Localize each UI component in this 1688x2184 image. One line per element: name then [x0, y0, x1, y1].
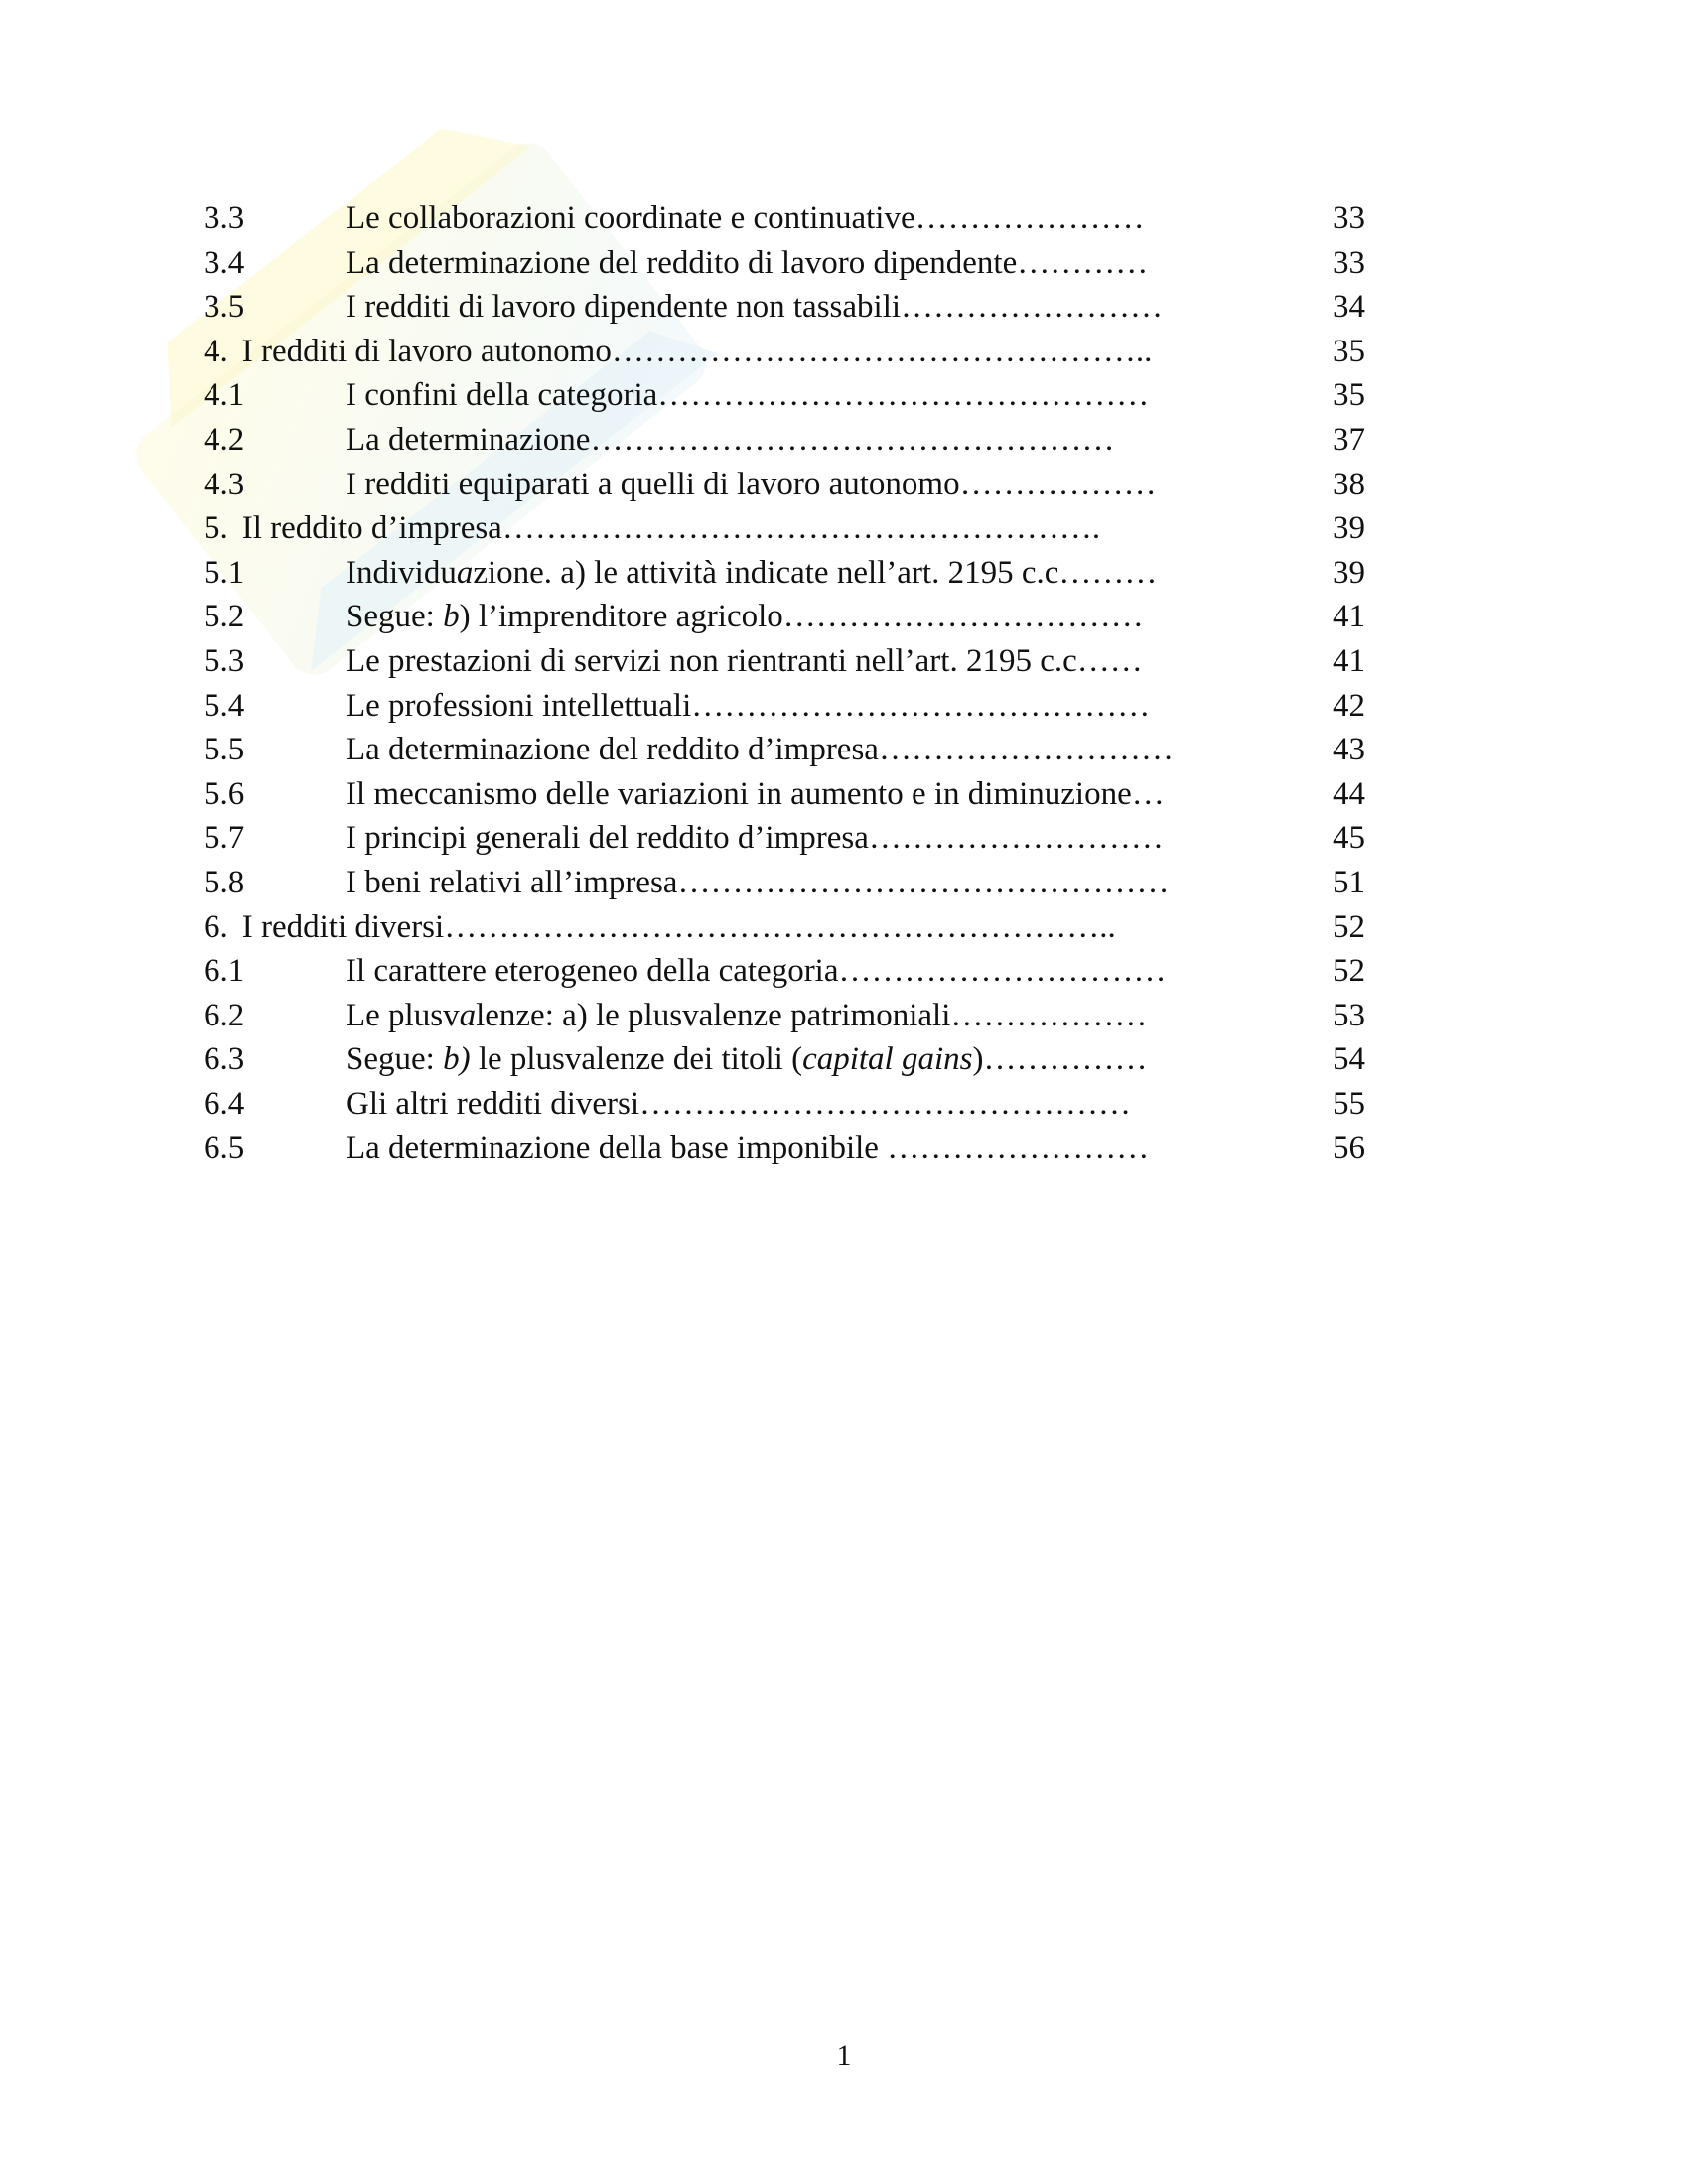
- toc-entry-number: 3.5: [204, 289, 245, 326]
- toc-entry-leader: ……………………………………………….: [501, 510, 1101, 547]
- toc-entry-page: 42: [1329, 684, 1365, 729]
- toc-entry-page: 35: [1329, 373, 1365, 418]
- toc-entry-text: Le prestazioni di servizi non rientranti nell’art. 2195 c.c: [346, 642, 1077, 679]
- toc-entry-text: I beni relativi all’impresa: [346, 864, 678, 900]
- toc-entry-text: Individuazione. a) le attività indicate nell’art. 2195 c.c: [346, 554, 1059, 591]
- toc-entry-leader: ……………………: [878, 1130, 1150, 1166]
- toc-entry-leader: ……………………………………………………..: [444, 908, 1116, 945]
- toc-entry-number: 6.5: [204, 1130, 245, 1166]
- toc-entry-text: Gli altri redditi diversi: [346, 1085, 640, 1122]
- toc-entry-page: 41: [1329, 595, 1365, 639]
- toc-entry-text: I redditi di lavoro autonomo: [241, 333, 612, 369]
- toc-entry-page: 43: [1329, 728, 1365, 772]
- toc-entry-leader: …………………………………………: [590, 421, 1115, 458]
- toc-entry-text: Segue: b) l’imprenditore agricolo: [346, 599, 783, 635]
- toc-entry-page: 33: [1329, 241, 1365, 286]
- toc-entry-number: 4.: [204, 333, 228, 369]
- toc-entry: [204, 684, 1365, 729]
- toc-entry-leader: ………………: [950, 997, 1148, 1033]
- toc-entry-page: 39: [1329, 551, 1365, 596]
- toc-entry-title: [346, 1082, 1348, 1127]
- toc-entry-leader: ………………………: [878, 732, 1174, 768]
- toc-entry-text: Il meccanismo delle variazioni in aumento e in diminuzione: [346, 775, 1132, 812]
- toc-entry-number: 6.4: [204, 1085, 245, 1122]
- toc-entry: [204, 1082, 1365, 1127]
- toc-entry-page: 54: [1329, 1037, 1365, 1082]
- toc-entry-number: 3.3: [204, 201, 245, 236]
- toc-entry-page: 52: [1329, 905, 1365, 950]
- toc-entry-text: La determinazione del reddito di lavoro dipendente: [346, 244, 1018, 281]
- toc-entry-leader: …………………: [914, 201, 1145, 236]
- toc-entry: [204, 728, 1365, 772]
- toc-entry-title: [346, 285, 1348, 330]
- toc-entry-page: 35: [1329, 330, 1365, 374]
- toc-entry-text: Segue: b) le plusvalenze dei titoli (capital gains): [346, 1041, 984, 1078]
- toc-entry: [204, 595, 1365, 639]
- toc-entry-number: 5.4: [204, 687, 245, 724]
- toc-entry-page: 52: [1329, 949, 1365, 994]
- toc-entry-number: 5.3: [204, 642, 245, 679]
- toc-entry-number: 5.6: [204, 775, 245, 812]
- toc-entry-page: 51: [1329, 861, 1365, 905]
- toc-entry-number: 5.7: [204, 820, 245, 857]
- toc-entry-title: [346, 1037, 1348, 1082]
- toc-entry-number: 3.4: [204, 244, 245, 281]
- toc-entry-title: [346, 595, 1348, 639]
- toc-entry-leader: ………………………………………: [657, 377, 1150, 414]
- toc-entry-title: [346, 463, 1348, 507]
- toc-entry: [204, 241, 1365, 286]
- toc-entry-number: 5.1: [204, 554, 245, 591]
- toc-entry-page: 38: [1329, 463, 1365, 507]
- toc-entry: [204, 905, 1365, 950]
- toc-entry-text: I principi generali del reddito d’impresa: [346, 820, 869, 857]
- toc-entry-number: 5.8: [204, 864, 245, 900]
- toc-entry-leader: ………………………………………: [677, 864, 1170, 900]
- toc-entry-number: 4.2: [204, 421, 245, 458]
- toc-entry-title: [346, 373, 1348, 418]
- toc-entry-title: [346, 728, 1348, 772]
- toc-entry-title: [346, 639, 1348, 684]
- toc-entry-text: Il carattere eterogeneo della categoria: [346, 953, 839, 990]
- toc-entry-text: Le plusvalenze: a) le plusvalenze patrimoniali: [346, 997, 951, 1033]
- toc-entry-number: 5.2: [204, 599, 245, 635]
- toc-entry-number: 6.2: [204, 997, 245, 1033]
- toc-entry-title: [346, 1126, 1348, 1170]
- toc-entry: [204, 816, 1365, 861]
- toc-entry-text: Il reddito d’impresa: [241, 510, 502, 547]
- toc-entry-number: 6.3: [204, 1041, 245, 1078]
- toc-entry-title: [346, 949, 1348, 994]
- toc-entry-leader: ………: [1058, 554, 1158, 591]
- toc-entry-title: [346, 418, 1348, 463]
- toc-entry-leader: ……: [1076, 642, 1143, 679]
- toc-entry-text: I redditi diversi: [241, 908, 445, 945]
- toc-entry: [204, 639, 1365, 684]
- toc-entry-title: [204, 905, 1206, 950]
- toc-entry-leader: ……………………: [901, 289, 1164, 326]
- toc-entry-number: 5.: [204, 510, 228, 547]
- toc-entry-leader: ……………………………………: [691, 687, 1151, 724]
- toc-entry-text: Le professioni intellettuali: [346, 687, 692, 724]
- toc-entry: [204, 551, 1365, 596]
- toc-entry-page: 53: [1329, 994, 1365, 1038]
- toc-entry-text: I confini della categoria: [346, 377, 658, 414]
- toc-entry: [204, 1037, 1365, 1082]
- toc-entry-leader: …: [1131, 775, 1165, 812]
- toc-entry: [204, 418, 1365, 463]
- toc-entry-leader: ……………………………: [782, 599, 1144, 635]
- toc-entry-number: 6.: [204, 908, 228, 945]
- toc-entry: [204, 285, 1365, 330]
- toc-entry-number: 4.1: [204, 377, 245, 414]
- toc-entry-page: 44: [1329, 772, 1365, 817]
- toc-entry-page: 45: [1329, 816, 1365, 861]
- toc-entry-leader: ………………………: [868, 820, 1164, 857]
- toc-entry-leader: ……………: [983, 1041, 1148, 1078]
- toc-entry-leader: …………: [1017, 244, 1149, 281]
- toc-entry-title: [346, 551, 1348, 596]
- toc-entry-page: 39: [1329, 506, 1365, 551]
- toc-entry-title: [346, 684, 1348, 729]
- toc-entry-number: 6.1: [204, 953, 245, 990]
- toc-entry: [204, 506, 1365, 551]
- toc-entry: [204, 772, 1365, 817]
- toc-entry-title: [204, 330, 1206, 374]
- toc-entry-page: 37: [1329, 418, 1365, 463]
- toc-entry-leader: …………………………………………..: [611, 333, 1153, 369]
- table-of-contents: [204, 197, 1365, 1170]
- toc-entry-title: [346, 816, 1348, 861]
- toc-entry-text: I redditi equiparati a quelli di lavoro autonomo: [346, 466, 960, 502]
- toc-entry-page: 34: [1329, 285, 1365, 330]
- toc-entry-leader: ………………………………………: [639, 1085, 1132, 1122]
- toc-entry-title: [346, 994, 1348, 1038]
- toc-entry: [204, 861, 1365, 905]
- toc-entry: [204, 330, 1365, 374]
- toc-entry: [204, 1126, 1365, 1170]
- toc-entry-number: 5.5: [204, 732, 245, 768]
- toc-entry-page: 56: [1329, 1126, 1365, 1170]
- toc-entry-page: 55: [1329, 1082, 1365, 1127]
- toc-entry-page: 33: [1329, 197, 1365, 241]
- toc-entry-title: [346, 861, 1348, 905]
- toc-entry-text: Le collaborazioni coordinate e continuative: [346, 201, 915, 236]
- toc-entry-text: I redditi di lavoro dipendente non tassabili: [346, 289, 902, 326]
- toc-entry-leader: …………………………: [838, 953, 1167, 990]
- toc-entry-title: [204, 506, 1206, 551]
- toc-entry: [204, 949, 1365, 994]
- page-number: 1: [836, 2039, 852, 2072]
- toc-entry-number: 4.3: [204, 466, 245, 502]
- toc-entry-page: 41: [1329, 639, 1365, 684]
- toc-entry-leader: ………………: [959, 466, 1157, 502]
- toc-entry-text: La determinazione della base imponibile: [346, 1130, 879, 1166]
- toc-entry: [204, 373, 1365, 418]
- toc-entry-text: La determinazione: [346, 421, 591, 458]
- toc-entry: [204, 994, 1365, 1038]
- toc-entry-title: [346, 241, 1348, 286]
- toc-entry: [204, 197, 1365, 241]
- toc-entry-title: [346, 197, 1348, 241]
- toc-entry-text: La determinazione del reddito d’impresa: [346, 732, 879, 768]
- toc-entry: [204, 463, 1365, 507]
- toc-entry-title: [346, 772, 1348, 817]
